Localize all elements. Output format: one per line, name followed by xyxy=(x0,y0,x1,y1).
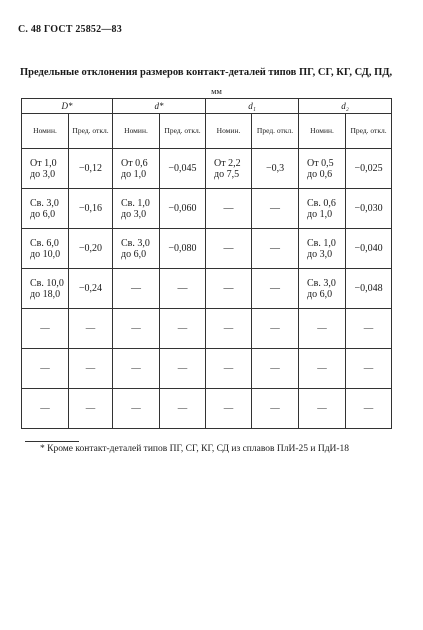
nominal-cell: Св. 3,0 до 6,0 xyxy=(22,189,69,229)
nominal-cell: — xyxy=(206,229,252,269)
nominal-cell: Св. 3,0 до 6,0 xyxy=(299,269,346,309)
nominal-cell: Св. 0,6 до 1,0 xyxy=(299,189,346,229)
deviation-cell: — xyxy=(69,309,113,349)
table-row xyxy=(22,309,392,349)
group-header-d: d* xyxy=(113,99,206,114)
units-label: мм xyxy=(211,86,222,96)
nominal-cell: Св. 10,0 до 18,0 xyxy=(22,269,69,309)
deviation-cell: −0,12 xyxy=(69,149,113,189)
deviation-cell: — xyxy=(346,309,392,349)
nominal-cell: — xyxy=(206,389,252,429)
nominal-cell: От 0,6 до 1,0 xyxy=(113,149,160,189)
page-header: С. 48 ГОСТ 25852—83 xyxy=(18,24,122,35)
nominal-cell: — xyxy=(22,309,69,349)
deviation-cell: — xyxy=(160,349,206,389)
deviation-cell: −0,3 xyxy=(252,149,299,189)
deviation-cell: — xyxy=(346,349,392,389)
nominal-cell: Св. 1,0 до 3,0 xyxy=(299,229,346,269)
deviation-cell: −0,048 xyxy=(346,269,392,309)
deviation-cell: — xyxy=(252,189,299,229)
nominal-cell: От 2,2 до 7,5 xyxy=(206,149,252,189)
deviation-cell: — xyxy=(252,229,299,269)
tolerance-table xyxy=(21,98,392,429)
deviation-cell: — xyxy=(252,269,299,309)
table-row xyxy=(22,189,392,229)
nominal-cell: Св. 3,0 до 6,0 xyxy=(113,229,160,269)
nominal-cell: — xyxy=(113,269,160,309)
table-row xyxy=(22,389,392,429)
footnote-rule xyxy=(25,441,79,442)
nominal-cell: — xyxy=(113,309,160,349)
col-header-nom: Номин. xyxy=(299,114,346,149)
nominal-cell: От 0,5 до 0,6 xyxy=(299,149,346,189)
deviation-cell: — xyxy=(160,269,206,309)
col-header-nom: Номин. xyxy=(113,114,160,149)
col-header-dev: Пред. откл. xyxy=(160,114,206,149)
group-header-d1: d₁ xyxy=(206,99,299,114)
table-row xyxy=(22,349,392,389)
col-header-dev: Пред. откл. xyxy=(69,114,113,149)
col-header-dev: Пред. откл. xyxy=(252,114,299,149)
col-header-dev: Пред. откл. xyxy=(346,114,392,149)
table-body xyxy=(22,149,392,429)
table-row xyxy=(22,149,392,189)
nominal-cell: — xyxy=(206,309,252,349)
deviation-cell: — xyxy=(69,389,113,429)
nominal-cell: От 1,0 до 3,0 xyxy=(22,149,69,189)
nominal-cell: Св. 6,0 до 10,0 xyxy=(22,229,69,269)
group-header-D: D* xyxy=(22,99,113,114)
deviation-cell: — xyxy=(252,349,299,389)
table-row xyxy=(22,229,392,269)
nominal-cell: — xyxy=(299,389,346,429)
group-header-d2: d₂ xyxy=(299,99,392,114)
nominal-cell: — xyxy=(22,349,69,389)
nominal-cell: — xyxy=(299,309,346,349)
nominal-cell: — xyxy=(206,269,252,309)
deviation-cell: −0,060 xyxy=(160,189,206,229)
deviation-cell: — xyxy=(346,389,392,429)
nominal-cell: — xyxy=(299,349,346,389)
nominal-cell: — xyxy=(206,189,252,229)
deviation-cell: — xyxy=(160,389,206,429)
col-header-nom: Номин. xyxy=(22,114,69,149)
deviation-cell: −0,16 xyxy=(69,189,113,229)
col-header-nom: Номин. xyxy=(206,114,252,149)
deviation-cell: — xyxy=(252,389,299,429)
deviation-cell: −0,24 xyxy=(69,269,113,309)
table-row xyxy=(22,269,392,309)
footnote: * Кроме контакт-деталей типов ПГ, СГ, КГ, СД из сплавов ПлИ-25 и ПдИ-18 xyxy=(40,444,350,454)
deviation-cell: −0,025 xyxy=(346,149,392,189)
deviation-cell: — xyxy=(252,309,299,349)
deviation-cell: −0,040 xyxy=(346,229,392,269)
deviation-cell: −0,20 xyxy=(69,229,113,269)
deviation-cell: — xyxy=(160,309,206,349)
nominal-cell: — xyxy=(22,389,69,429)
deviation-cell: −0,045 xyxy=(160,149,206,189)
deviation-cell: −0,080 xyxy=(160,229,206,269)
nominal-cell: — xyxy=(113,389,160,429)
nominal-cell: — xyxy=(206,349,252,389)
nominal-cell: — xyxy=(113,349,160,389)
deviation-cell: −0,030 xyxy=(346,189,392,229)
nominal-cell: Св. 1,0 до 3,0 xyxy=(113,189,160,229)
deviation-cell: — xyxy=(69,349,113,389)
table-title: Предельные отклонения размеров контакт-деталей типов ПГ, СГ, КГ, СД, ПД, xyxy=(20,67,393,78)
